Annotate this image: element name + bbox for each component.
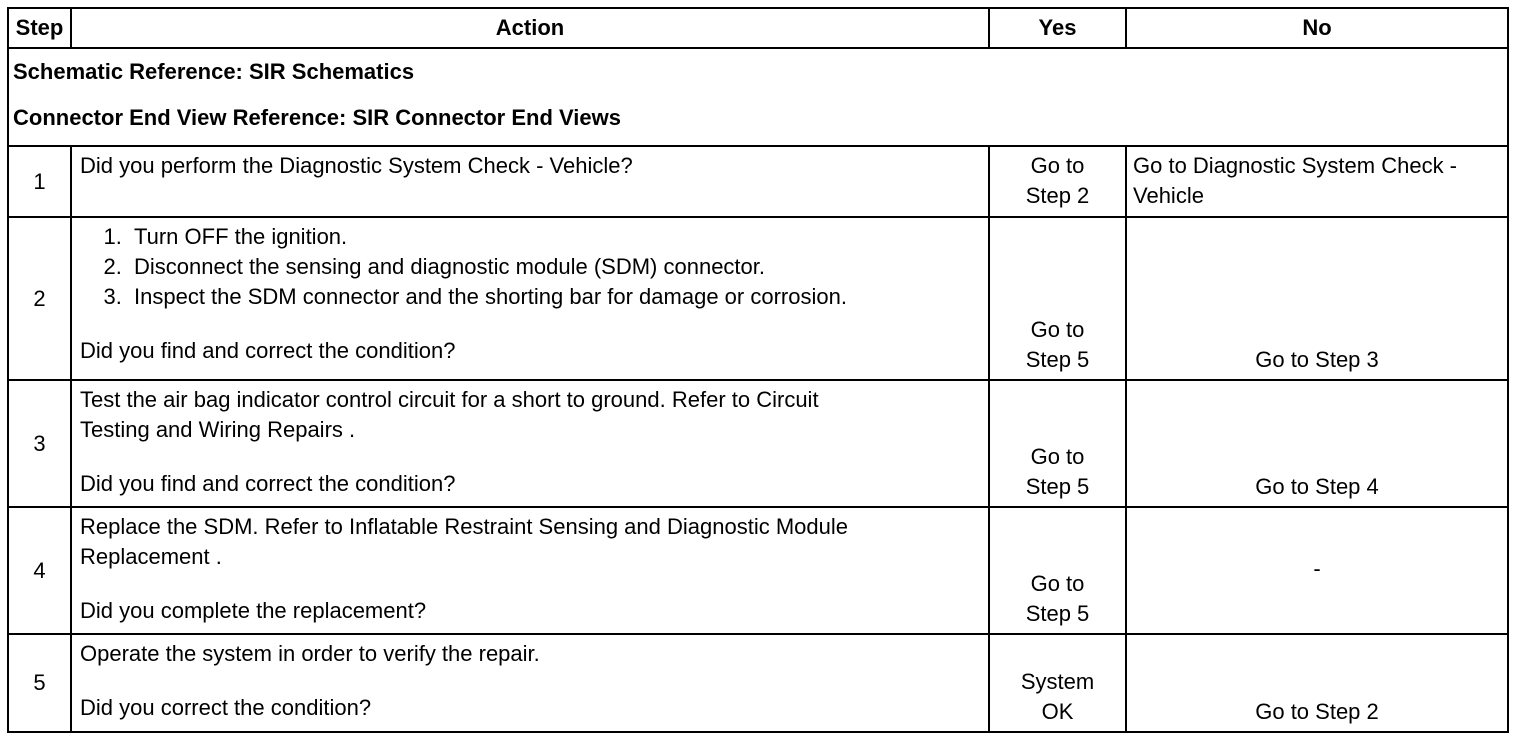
yes-line: Step 5 [1025,601,1090,626]
action-question: Did you complete the replacement? [80,598,427,623]
action-text: Did you perform the Diagnostic System Check - Vehicle? [80,153,633,178]
header-step: Step [8,8,71,48]
connector-reference: Connector End View Reference: SIR Connector End Views [13,105,621,130]
table-row [8,634,1508,732]
step-action [71,146,989,217]
yes-cell [989,217,1126,380]
step-action [71,380,989,507]
no-line: Go to Step 4 [1255,474,1379,499]
step-number: 4 [8,507,71,634]
no-line: Go to Step 2 [1255,699,1379,724]
yes-line: System [1020,669,1095,694]
action-text: Replacement . [80,544,222,569]
yes-line: Go to [1030,444,1085,469]
table-row [8,217,1508,380]
step-action [71,217,989,380]
action-question: Did you correct the condition? [80,695,372,720]
yes-cell [989,380,1126,507]
yes-line: Step 5 [1025,347,1090,372]
step-action [71,634,989,732]
no-line: Go to Step 3 [1255,347,1379,372]
header-yes: Yes [989,8,1126,48]
action-text: Testing and Wiring Repairs . [80,417,356,442]
yes-line: OK [1041,699,1074,724]
list-item: 3. Inspect the SDM connector and the shorting bar for damage or corrosion. [128,282,988,312]
schematic-reference: Schematic Reference: SIR Schematics [13,59,415,84]
diagnostic-table [7,7,1509,733]
step-number: 1 [8,146,71,217]
action-text: Operate the system in order to verify the repair. [80,641,540,666]
no-cell [1126,380,1508,507]
table-row [8,146,1508,217]
step-number: 3 [8,380,71,507]
no-line: - [1313,555,1321,581]
action-text: Replace the SDM. Refer to Inflatable Restraint Sensing and Diagnostic Module [80,514,848,539]
header-no: No [1126,8,1508,48]
no-cell [1126,217,1508,380]
action-question: Did you find and correct the condition? [80,338,456,363]
table-row [8,380,1508,507]
yes-line: Go to [1030,153,1085,178]
action-question: Did you find and correct the condition? [80,471,456,496]
action-text: Test the air bag indicator control circuit for a short to ground. Refer to Circuit [80,387,819,412]
step-number: 2 [8,217,71,380]
step-action [71,507,989,634]
yes-cell [989,507,1126,634]
yes-cell [989,634,1126,732]
yes-line: Step 2 [1025,183,1090,208]
table-row [8,507,1508,634]
no-line: Vehicle [1133,183,1204,208]
instruction-list [80,222,988,312]
yes-line: Go to [1030,571,1085,596]
header-action: Action [71,8,989,48]
yes-line: Step 5 [1025,474,1090,499]
no-cell [1126,146,1508,217]
list-item: 2. Disconnect the sensing and diagnostic module (SDM) connector. [128,252,988,282]
list-item: 1. Turn OFF the ignition. [128,222,988,252]
reference-cell [8,48,1508,146]
no-cell [1126,634,1508,732]
reference-row [8,48,1508,146]
header-row [8,8,1508,48]
yes-line: Go to [1030,317,1085,342]
no-line: Go to Diagnostic System Check - [1133,153,1458,178]
yes-cell [989,146,1126,217]
step-number: 5 [8,634,71,732]
no-cell [1126,507,1508,634]
